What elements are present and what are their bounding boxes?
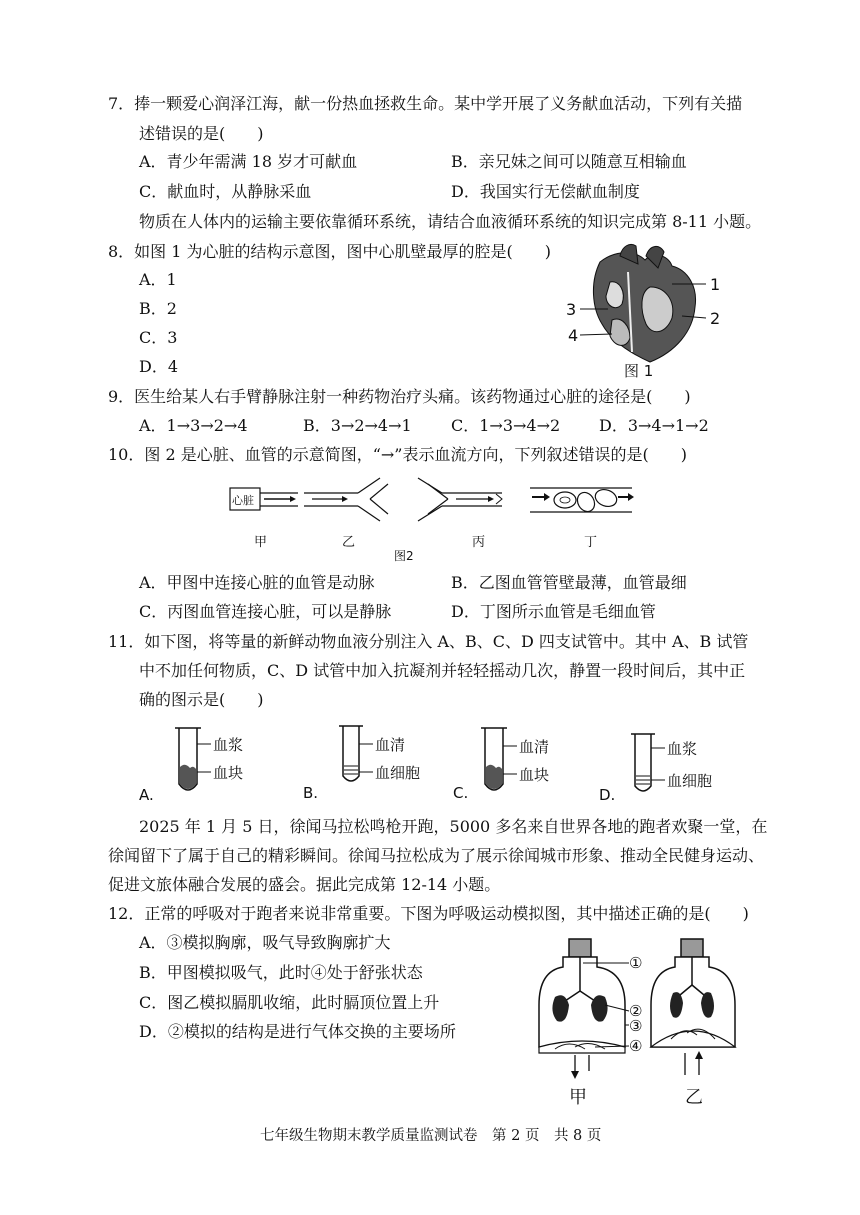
q10-option-d: D．丁图所示血管是毛细血管 [451, 602, 656, 621]
tube-d-letter: D. [599, 786, 616, 804]
marker-1: ① [629, 954, 643, 972]
figure-2-caption: 图2 [394, 549, 414, 563]
heart-box-label: 心脏 [232, 494, 254, 507]
heart-diagram [560, 242, 730, 382]
q7-stem-line2: 述错误的是( ) [139, 124, 264, 143]
q11-stem-line3: 确的图示是( ) [139, 690, 264, 709]
vessel-diagram [220, 476, 640, 566]
q12-option-c: C．图乙模拟膈肌收缩，此时膈顶位置上升 [139, 993, 440, 1012]
q7-option-b: B．亲兄妹之间可以随意互相输血 [451, 152, 687, 171]
q8-option-a: A．1 [139, 270, 177, 289]
tube-c-top-label: 血清 [519, 738, 550, 756]
q7-stem-line1: 7．捧一颗爱心润泽江海，献一份热血拯救生命。某中学开展了义务献血活动，下列有关描 [108, 94, 743, 113]
q8-option-c: C．3 [139, 328, 178, 347]
q7-option-a: A．青少年需满 18 岁才可献血 [139, 152, 358, 171]
breathing-model-diagram [525, 935, 740, 1110]
vessel-label-yi: 乙 [342, 535, 356, 550]
q12-option-a: A．③模拟胸廓，吸气导致胸廓扩大 [139, 933, 391, 952]
q12-option-b: B．甲图模拟吸气，此时④处于舒张状态 [139, 963, 423, 982]
q7-option-c: C．献血时，从静脉采血 [139, 182, 312, 201]
q9-option-c: C．1→3→4→2 [451, 416, 561, 435]
tube-b-bottom-label: 血细胞 [375, 764, 421, 782]
tube-c-letter: C. [453, 784, 469, 802]
q8-stem: 8．如图 1 为心脏的结构示意图，图中心肌壁最厚的腔是( ) [108, 242, 552, 261]
marker-3: ③ [629, 1017, 643, 1035]
q10-option-b: B．乙图血管管壁最薄，血管最细 [451, 573, 687, 592]
heart-label-4: 4 [568, 326, 579, 345]
intro-12-14-line1: 2025 年 1 月 5 日，徐闻马拉松鸣枪开跑，5000 多名来自世界各地的跑者欢聚一堂，在 [139, 817, 768, 836]
tube-a-bottom-label: 血块 [213, 764, 244, 782]
q8-option-d: D．4 [139, 357, 179, 376]
tube-a-letter: A. [139, 786, 154, 804]
q10-stem: 10．图 2 是心脏、血管的示意简图，“→”表示血流方向，下列叙述错误的是( ) [108, 445, 687, 464]
tube-c-bottom-label: 血块 [519, 766, 550, 784]
tube-b-letter: B. [303, 784, 319, 802]
jar-label-yi: 乙 [685, 1087, 703, 1108]
q12-stem: 12．正常的呼吸对于跑者来说非常重要。下图为呼吸运动模拟图，其中描述正确的是( ) [108, 904, 749, 923]
vessel-label-jia: 甲 [254, 535, 268, 550]
vessel-label-bing: 丙 [472, 535, 486, 550]
q10-option-a: A．甲图中连接心脏的血管是动脉 [139, 573, 375, 592]
q9-option-a: A．1→3→2→4 [139, 416, 248, 435]
tube-d-bottom-label: 血细胞 [667, 772, 713, 790]
jar-label-jia: 甲 [569, 1087, 587, 1108]
marker-4: ④ [629, 1037, 643, 1055]
heart-label-1: 1 [710, 275, 721, 294]
q9-stem: 9．医生给某人右手臂静脉注射一种药物治疗头痛。该药物通过心脏的途径是( ) [108, 387, 691, 406]
tube-b-top-label: 血清 [375, 736, 406, 754]
intro-12-14-line2: 徐闻留下了属于自己的精彩瞬间。徐闻马拉松成为了展示徐闻城市形象、推动全民健身运动、 [108, 846, 765, 865]
q11-stem-line2: 中不加任何物质，C、D 试管中加入抗凝剂并轻轻摇动几次，静置一段时间后，其中正 [139, 661, 746, 680]
tube-d-top-label: 血浆 [667, 740, 698, 758]
heart-label-3: 3 [566, 300, 577, 319]
test-tube-options [135, 722, 735, 804]
page-footer: 七年级生物期末教学质量监测试卷 第 2 页 共 8 页 [260, 1128, 602, 1144]
figure-1-caption: 图 1 [624, 362, 654, 380]
q9-option-d: D．3→4→1→2 [599, 416, 709, 435]
q12-option-d: D．②模拟的结构是进行气体交换的主要场所 [139, 1022, 456, 1041]
q11-stem-line1: 11．如下图，将等量的新鲜动物血液分别注入 A、B、C、D 四支试管中。其中 A、B 试管 [108, 632, 749, 651]
marker-2: ② [629, 1002, 643, 1020]
intro-8-11: 物质在人体内的运输主要依靠循环系统，请结合血液循环系统的知识完成第 8-11 小题。 [139, 212, 762, 231]
vessel-label-ding: 丁 [584, 535, 598, 550]
intro-12-14-line3: 促进文旅体融合发展的盛会。据此完成第 12-14 小题。 [108, 875, 501, 894]
q10-option-c: C．丙图血管连接心脏，可以是静脉 [139, 602, 392, 621]
heart-label-2: 2 [710, 309, 721, 328]
q9-option-b: B．3→2→4→1 [303, 416, 412, 435]
q8-option-b: B．2 [139, 299, 177, 318]
q7-option-d: D．我国实行无偿献血制度 [451, 182, 640, 201]
tube-a-top-label: 血浆 [213, 736, 244, 754]
